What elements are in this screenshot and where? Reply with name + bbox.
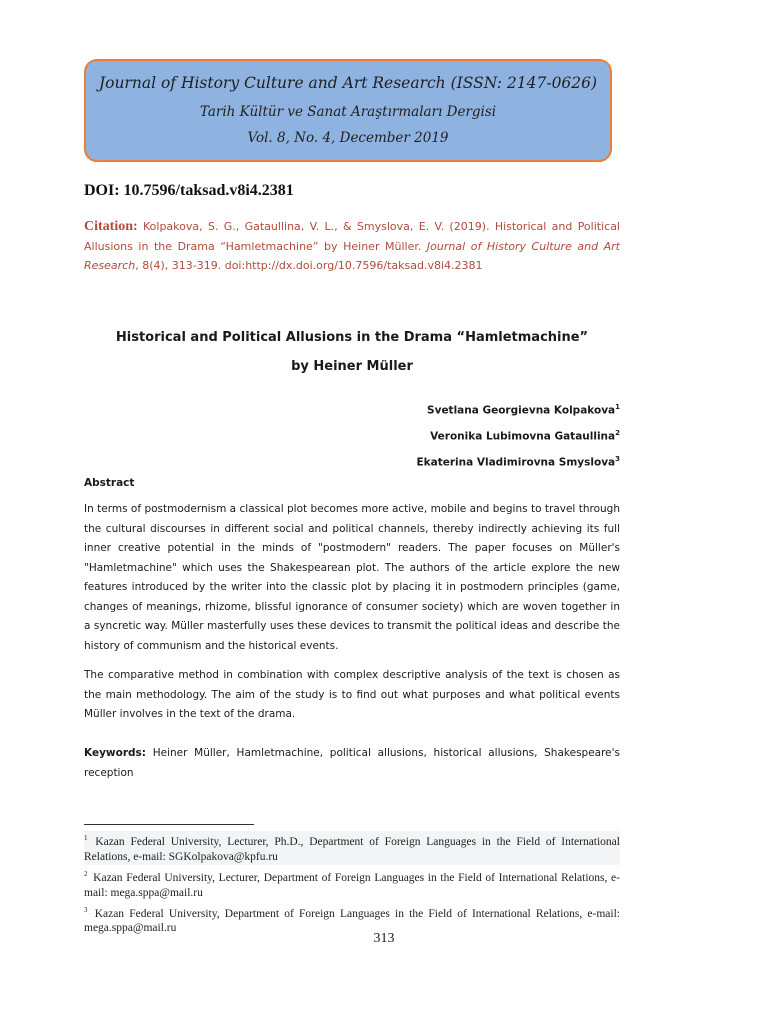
keywords-label: Keywords: [84,747,146,759]
footnote-2: $^2$ Kazan Federal University, Lecturer, Department of Foreign Languages in the Field of International Relations, e-mail: mega.sppa@mail.ru [84,869,620,899]
article-title-line1: Historical and Political Allusions in the Drama “Hamletmachine” [115,330,589,345]
footnote-1: $^1$ Kazan Federal University, Lecturer, Ph.D., Department of Foreign Languages in the Field of International Relations, e-mail: SGKolpakova@kpfu.ru [84,831,620,865]
footnotes [84,831,620,938]
doi: DOI: 10.7596/taksad.v8i4.2381 [84,182,294,199]
footnote-divider [84,824,254,825]
article-title-line2: by Heiner Müller [291,359,413,374]
abstract-heading: Abstract [84,477,135,489]
author-1: Svetlana Georgievna Kolpakova$^1$ [427,403,620,417]
author-2: Veronika Lubimovna Gataullina$^2$ [430,429,620,443]
citation [84,217,620,276]
journal-header-box [84,59,612,162]
volume-info: Vol. 8, No. 4, December 2019 [247,130,449,146]
citation-text: Kolpakova, S. G., Gataullina, V. L., & Smyslova, E. V. (2019). Historical and Political Allusions in the Drama “Hamletmachine” by Heiner Müller. [84,220,620,253]
abstract-paragraph-2: The comparative method in combination with complex descriptive analysis of the text is chosen as the main methodology. The aim of the study is to find out what purposes and what political events Müller involves in the text of the drama. [84,669,620,720]
citation-journal: Journal of History Culture and Art Research [84,239,620,272]
citation-details: , 8(4), 313-319. doi:http://dx.doi.org/10.7596/taksad.v8i4.2381 [135,259,483,272]
journal-subtitle: Tarih Kültür ve Sanat Araştırmaları Dergisi [199,104,497,120]
keywords-text: Heiner Müller, Hamletmachine, political allusions, historical allusions, Shakespeare's reception [84,747,620,779]
keywords [84,744,620,783]
footnote-3: $^3$ Kazan Federal University, Department of Foreign Languages in the Field of International Relations, e-mail: mega.sppa@mail.ru [84,905,620,935]
citation-label: Citation: [84,219,138,234]
page-number: 313 [373,931,395,946]
author-list [416,396,620,474]
journal-title: Journal of History Culture and Art Research (ISSN: 2147-0626) [98,74,598,92]
abstract-paragraph-1: In terms of postmodernism a classical plot becomes more active, mobile and begins to travel through the cultural discourses in different social and political channels, thereby indirectly achieving its full inner creative potential in the minds of "postmodern" readers. The paper focuses on Müller's "Hamletmachine" which uses the Shakespearean plot. The authors of the article explore the new features introduced by the writer into the classic plot by placing it in postmodern principles (game, changes of meanings, rhizome, blissful ignorance of consumer society) which are woven together in a syncretic way. Müller masterfully uses these devices to transmit the political ideas and describe the history of communism and the historical events. [84,503,620,652]
author-3: Ekaterina Vladimirovna Smyslova$^3$ [416,455,620,469]
